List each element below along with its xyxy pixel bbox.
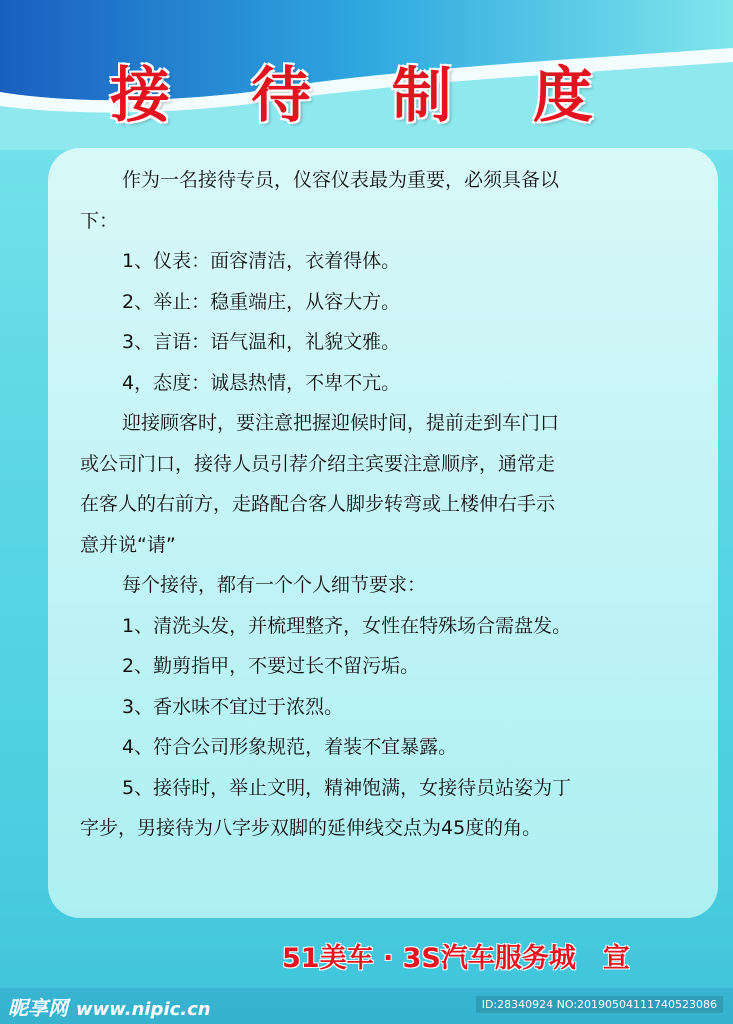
text-line: 4、符合公司形象规范，着装不宜暴露。 [122, 736, 458, 758]
text-line: 或公司门口，接待人员引荐介绍主宾要注意顺序，通常走 [80, 452, 556, 475]
text-line: 5、接待时，举止文明，精神饱满，女接待员站姿为丁 [122, 776, 572, 799]
watermark-logo [8, 992, 211, 1021]
watermark-id: ID:28340924 NO:20190504111740523086 [476, 996, 723, 1013]
text-line: 2、勤剪指甲，不要过长不留污垢。 [122, 655, 420, 677]
content-body [80, 160, 690, 849]
footer-signature: 51美车 · 3S汽车服务城 宣 [282, 943, 630, 974]
text-line: 字步，男接待为八字步双脚的延伸线交点为45度的角。 [80, 817, 542, 839]
text-line: 1、仪表：面容清洁，衣着得体。 [122, 250, 401, 272]
text-line: 下： [80, 209, 119, 232]
text-line: 1、清洗头发，并梳理整齐，女性在特殊场合需盘发。 [122, 614, 572, 637]
page-title: 接 待 制 度 [110, 61, 623, 131]
watermark-url: www.nipic.cn [76, 999, 211, 1020]
text-line: 迎接顾客时，要注意把握迎候时间，提前走到车门口 [122, 412, 560, 434]
text-line: 在客人的右前方，走路配合客人脚步转弯或上楼伸右手示 [80, 493, 556, 515]
text-line: 意并说“请” [80, 533, 176, 556]
text-line: 2、举止：稳重端庄，从容大方。 [122, 290, 401, 313]
text-line: 3、香水味不宜过于浓烈。 [122, 695, 344, 718]
text-line: 作为一名接待专员，仪容仪表最为重要，必须具备以 [122, 169, 560, 191]
text-line: 每个接待，都有一个个人细节要求： [122, 574, 427, 596]
text-line: 3、言语：语气温和，礼貌文雅。 [122, 331, 401, 353]
watermark-logo-text: 昵享网 [8, 996, 68, 1020]
text-line: 4，态度：诚恳热情，不卑不亢。 [122, 371, 401, 394]
